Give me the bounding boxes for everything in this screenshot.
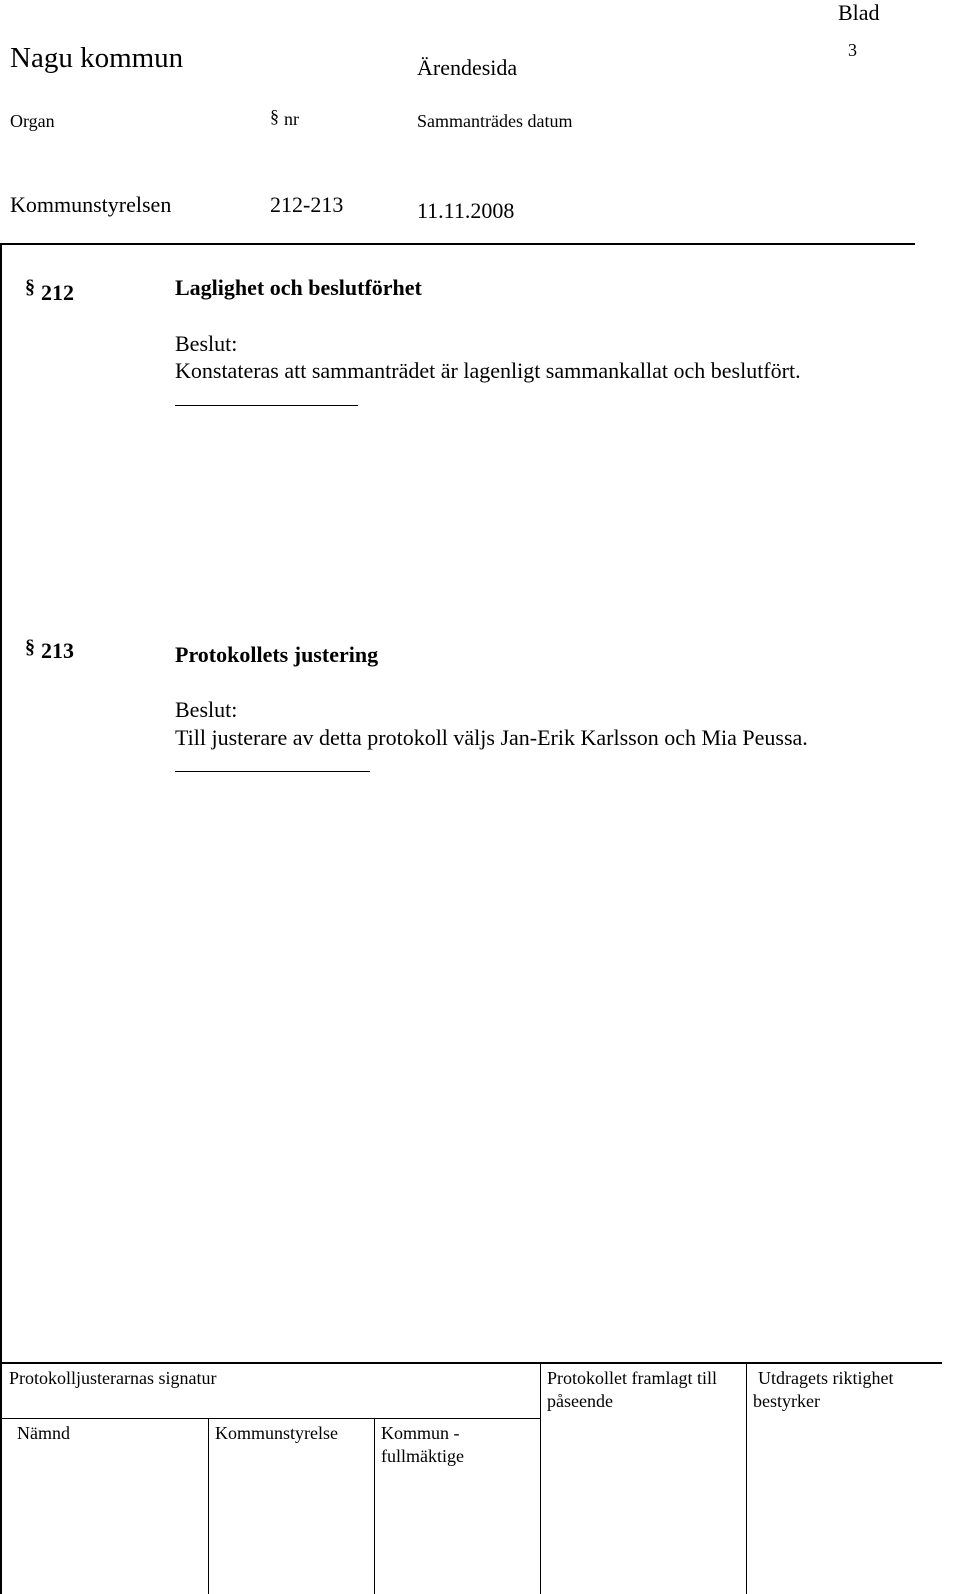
nr-label: nr — [284, 109, 299, 129]
footer-top-rule — [0, 1362, 942, 1364]
decision-label: Beslut: — [175, 331, 238, 356]
presented-label-line2: påseende — [547, 1391, 613, 1411]
footer-column-divider — [540, 1362, 541, 1594]
section-title: Laglighet och beslutförhet — [175, 275, 422, 300]
section-number: 212 — [41, 280, 74, 305]
decision-label: Beslut: — [175, 697, 238, 722]
footer-column-divider — [374, 1418, 375, 1594]
header-divider — [0, 243, 915, 245]
extract-label-line2: bestyrker — [753, 1391, 820, 1411]
document-type: Ärendesida — [417, 55, 518, 80]
section-symbol-icon: § — [270, 106, 279, 126]
footer-column-divider — [208, 1418, 209, 1594]
meeting-date-value: 11.11.2008 — [417, 198, 515, 223]
meeting-date-label: Sammanträdes datum — [417, 111, 573, 131]
decision-text: Konstateras att sammanträdet är lagenligt sammankallat och beslutfört. — [175, 358, 801, 383]
decision-text: Till justerare av detta protokoll väljs Jan-Erik Karlsson och Mia Peussa. — [175, 725, 808, 750]
section-symbol-icon: § — [25, 276, 35, 298]
sheet-label: Blad — [838, 0, 880, 25]
namnd-label: Nämnd — [17, 1423, 70, 1443]
section-end-rule — [175, 405, 358, 406]
fullmaktige-label: Kommun - — [381, 1423, 460, 1443]
extract-label: Utdragets riktighet — [758, 1368, 894, 1388]
section-title: Protokollets justering — [175, 642, 379, 667]
section-range-value: 212-213 — [270, 192, 344, 217]
municipality-name: Nagu kommun — [10, 42, 184, 74]
section-symbol-icon: § — [25, 636, 35, 658]
signature-label: Protokolljusterarnas signatur — [9, 1368, 217, 1388]
sheet-number: 3 — [848, 40, 857, 60]
kommunstyrelse-label: Kommunstyrelse — [215, 1423, 338, 1443]
left-margin-line — [0, 243, 2, 1594]
section-end-rule — [175, 771, 370, 772]
fullmaktige-label-line2: fullmäktige — [381, 1446, 464, 1466]
presented-label: Protokollet framlagt till — [547, 1368, 717, 1388]
section-number: 213 — [41, 638, 74, 663]
footer-column-divider — [746, 1362, 747, 1594]
footer-row-divider — [0, 1418, 541, 1419]
organ-value: Kommunstyrelsen — [10, 192, 172, 217]
organ-label: Organ — [10, 111, 55, 131]
